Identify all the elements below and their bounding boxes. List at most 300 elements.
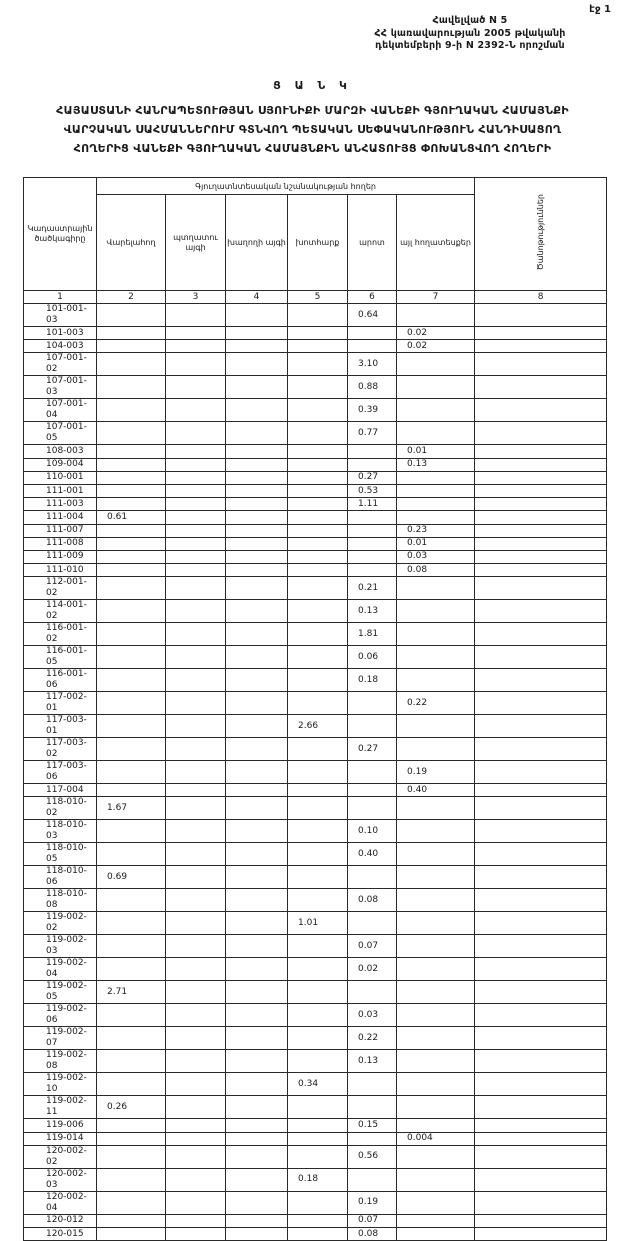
cell-code: 111-008 xyxy=(24,537,97,550)
cell-perennial xyxy=(166,600,226,623)
cell-hayfield xyxy=(288,820,348,843)
cell-other xyxy=(397,353,475,376)
cell-other xyxy=(397,422,475,445)
table-row xyxy=(24,537,607,550)
cell-hayfield xyxy=(288,577,348,600)
cell-code: 114-001-02 xyxy=(24,600,97,623)
cell-arable xyxy=(97,399,166,422)
cell-vineyard xyxy=(226,471,288,484)
cell-other xyxy=(397,1119,475,1132)
cell-note xyxy=(475,797,607,820)
cell-vineyard xyxy=(226,784,288,797)
table-row xyxy=(24,511,607,524)
cell-pasture: 0.53 xyxy=(348,484,397,497)
cell-other: 0.22 xyxy=(397,692,475,715)
cell-other xyxy=(397,1191,475,1214)
cell-hayfield: 1.01 xyxy=(288,912,348,935)
cell-pasture xyxy=(348,537,397,550)
cell-vineyard xyxy=(226,797,288,820)
cell-perennial xyxy=(166,623,226,646)
cell-vineyard xyxy=(226,1027,288,1050)
cell-vineyard xyxy=(226,738,288,761)
cell-hayfield xyxy=(288,1191,348,1214)
cell-vineyard xyxy=(226,524,288,537)
header-arable: Վարելահող xyxy=(97,195,166,291)
cell-hayfield xyxy=(288,353,348,376)
cell-other xyxy=(397,1096,475,1119)
cell-vineyard xyxy=(226,843,288,866)
cell-arable xyxy=(97,1214,166,1227)
cell-code: 118-010-06 xyxy=(24,866,97,889)
table-row xyxy=(24,564,607,577)
cell-vineyard xyxy=(226,399,288,422)
cell-pasture xyxy=(348,511,397,524)
cell-arable xyxy=(97,623,166,646)
cell-other xyxy=(397,646,475,669)
cell-perennial xyxy=(166,340,226,353)
cell-vineyard xyxy=(226,564,288,577)
cell-note xyxy=(475,537,607,550)
cell-hayfield xyxy=(288,1119,348,1132)
cell-perennial xyxy=(166,484,226,497)
cell-vineyard xyxy=(226,1119,288,1132)
cell-arable xyxy=(97,353,166,376)
cell-other: 0.23 xyxy=(397,524,475,537)
cell-arable xyxy=(97,646,166,669)
cell-vineyard xyxy=(226,646,288,669)
cell-vineyard xyxy=(226,1191,288,1214)
cell-code: 111-009 xyxy=(24,550,97,563)
table-row xyxy=(24,820,607,843)
cell-other xyxy=(397,715,475,738)
cell-vineyard xyxy=(226,935,288,958)
cell-other xyxy=(397,1004,475,1027)
cell-perennial xyxy=(166,646,226,669)
cell-vineyard xyxy=(226,353,288,376)
cell-note xyxy=(475,866,607,889)
cell-code: 119-014 xyxy=(24,1132,97,1145)
column-number: 4 xyxy=(226,291,288,304)
cell-other: 0.01 xyxy=(397,537,475,550)
cell-pasture xyxy=(348,445,397,458)
cell-arable xyxy=(97,935,166,958)
cell-perennial xyxy=(166,935,226,958)
header-other: այլ հողատեսքեր xyxy=(397,195,475,291)
cell-code: 104-003 xyxy=(24,340,97,353)
cell-vineyard xyxy=(226,692,288,715)
cell-code: 118-010-02 xyxy=(24,797,97,820)
cell-perennial xyxy=(166,820,226,843)
cell-perennial xyxy=(166,1214,226,1227)
cell-hayfield xyxy=(288,537,348,550)
column-number: 8 xyxy=(475,291,607,304)
cell-note xyxy=(475,1191,607,1214)
cell-other xyxy=(397,304,475,327)
cell-code: 119-002-04 xyxy=(24,958,97,981)
table-row xyxy=(24,550,607,563)
cell-pasture: 0.08 xyxy=(348,1228,397,1241)
cell-pasture xyxy=(348,327,397,340)
cell-note xyxy=(475,498,607,511)
cell-arable xyxy=(97,889,166,912)
cell-arable xyxy=(97,498,166,511)
cell-code: 107-001-04 xyxy=(24,399,97,422)
cell-other xyxy=(397,935,475,958)
cell-pasture: 0.13 xyxy=(348,1050,397,1073)
cell-vineyard xyxy=(226,1228,288,1241)
cell-perennial xyxy=(166,537,226,550)
cell-note xyxy=(475,1050,607,1073)
cell-note xyxy=(475,646,607,669)
cell-arable xyxy=(97,1228,166,1241)
header-group-agricultural: Գյուղատնտեսական նշանակության հողեր xyxy=(97,178,475,195)
cell-code: 117-003-06 xyxy=(24,761,97,784)
table-row xyxy=(24,1214,607,1227)
cell-hayfield: 0.34 xyxy=(288,1073,348,1096)
table-row xyxy=(24,327,607,340)
cell-other: 0.02 xyxy=(397,327,475,340)
cell-perennial xyxy=(166,564,226,577)
title-line-3: ՀՈՂԵՐԻՑ ՎԱՆԵՔԻ ԳՅՈՒՂԱԿԱՆ ՀԱՄԱՅՆՔԻՆ ԱՆՀԱՏՈՒՅՑ ՓՈԽԱՆՑՎՈՂ ՀՈՂԵՐԻ xyxy=(73,142,552,155)
cell-vineyard xyxy=(226,1214,288,1227)
cell-note xyxy=(475,471,607,484)
cell-perennial xyxy=(166,912,226,935)
cell-other xyxy=(397,376,475,399)
cell-pasture xyxy=(348,340,397,353)
cell-hayfield xyxy=(288,669,348,692)
cell-code: 111-004 xyxy=(24,511,97,524)
table-row xyxy=(24,1096,607,1119)
cell-arable xyxy=(97,600,166,623)
annex-line-government: ՀՀ կառավարության 2005 թվականի xyxy=(374,27,566,39)
cell-other xyxy=(397,600,475,623)
cell-vineyard xyxy=(226,498,288,511)
cell-hayfield xyxy=(288,564,348,577)
cell-note xyxy=(475,692,607,715)
cell-other xyxy=(397,843,475,866)
cell-perennial xyxy=(166,471,226,484)
table-row xyxy=(24,445,607,458)
cell-hayfield xyxy=(288,1228,348,1241)
cell-code: 120-002-02 xyxy=(24,1145,97,1168)
cell-perennial xyxy=(166,422,226,445)
header-note-label: Ծանոթություններ xyxy=(536,194,546,271)
cell-perennial xyxy=(166,511,226,524)
cell-arable xyxy=(97,1073,166,1096)
cell-vineyard xyxy=(226,1168,288,1191)
cell-other xyxy=(397,981,475,1004)
cell-vineyard xyxy=(226,550,288,563)
cell-perennial xyxy=(166,445,226,458)
cell-note xyxy=(475,738,607,761)
cell-arable: 0.69 xyxy=(97,866,166,889)
cell-perennial xyxy=(166,376,226,399)
cell-perennial xyxy=(166,1096,226,1119)
cell-perennial xyxy=(166,458,226,471)
cell-arable xyxy=(97,738,166,761)
cell-other xyxy=(397,484,475,497)
cell-arable xyxy=(97,820,166,843)
cell-hayfield xyxy=(288,866,348,889)
cell-other: 0.19 xyxy=(397,761,475,784)
cell-hayfield xyxy=(288,784,348,797)
column-number: 7 xyxy=(397,291,475,304)
table-row xyxy=(24,1168,607,1191)
cell-vineyard xyxy=(226,600,288,623)
cell-arable xyxy=(97,484,166,497)
document-title xyxy=(30,101,595,158)
cell-perennial xyxy=(166,304,226,327)
cell-note xyxy=(475,458,607,471)
cell-perennial xyxy=(166,958,226,981)
cell-vineyard xyxy=(226,761,288,784)
table-row xyxy=(24,843,607,866)
cell-note xyxy=(475,843,607,866)
cell-hayfield xyxy=(288,471,348,484)
cell-note xyxy=(475,445,607,458)
cell-hayfield xyxy=(288,524,348,537)
header-pasture: արոտ xyxy=(348,195,397,291)
cell-code: 107-001-03 xyxy=(24,376,97,399)
cell-pasture: 0.64 xyxy=(348,304,397,327)
cell-pasture xyxy=(348,564,397,577)
cell-pasture: 0.15 xyxy=(348,1119,397,1132)
cell-note xyxy=(475,422,607,445)
cell-arable xyxy=(97,577,166,600)
header-vineyard: խաղողի այգի xyxy=(226,195,288,291)
cell-perennial xyxy=(166,1168,226,1191)
cell-other: 0.03 xyxy=(397,550,475,563)
cell-vineyard xyxy=(226,1096,288,1119)
cell-other xyxy=(397,1168,475,1191)
cell-other: 0.40 xyxy=(397,784,475,797)
cell-vineyard xyxy=(226,1004,288,1027)
cell-note xyxy=(475,577,607,600)
cell-pasture xyxy=(348,524,397,537)
cell-pasture: 0.21 xyxy=(348,577,397,600)
cell-code: 111-001 xyxy=(24,484,97,497)
cell-hayfield xyxy=(288,692,348,715)
cell-hayfield xyxy=(288,935,348,958)
table-row xyxy=(24,340,607,353)
cell-note xyxy=(475,1132,607,1145)
cell-note xyxy=(475,600,607,623)
cell-code: 120-012 xyxy=(24,1214,97,1227)
cell-perennial xyxy=(166,1132,226,1145)
title-line-1: ՀԱՅԱՍՏԱՆԻ ՀԱՆՐԱՊԵՏՈՒԹՅԱՆ ՍՅՈՒՆԻՔԻ ՄԱՐԶԻ ՎԱՆԵՔԻ ԳՅՈՒՂԱԿԱՆ ՀԱՄԱՅՆՔԻ xyxy=(56,104,569,117)
cell-perennial xyxy=(166,1050,226,1073)
cell-code: 111-007 xyxy=(24,524,97,537)
cell-hayfield xyxy=(288,1214,348,1227)
cell-arable: 0.61 xyxy=(97,511,166,524)
cell-other xyxy=(397,498,475,511)
cell-note xyxy=(475,1119,607,1132)
cell-vineyard xyxy=(226,327,288,340)
cell-hayfield xyxy=(288,484,348,497)
page-number: էջ 1 xyxy=(589,4,611,15)
cell-code: 117-003-02 xyxy=(24,738,97,761)
cell-pasture: 0.19 xyxy=(348,1191,397,1214)
cell-vineyard xyxy=(226,889,288,912)
cell-note xyxy=(475,1168,607,1191)
table-row xyxy=(24,524,607,537)
cell-perennial xyxy=(166,1145,226,1168)
cell-hayfield xyxy=(288,761,348,784)
cell-hayfield xyxy=(288,1096,348,1119)
cell-pasture: 0.18 xyxy=(348,669,397,692)
cell-vineyard xyxy=(226,484,288,497)
cell-hayfield xyxy=(288,1027,348,1050)
cell-note xyxy=(475,399,607,422)
column-number: 5 xyxy=(288,291,348,304)
cell-code: 109-004 xyxy=(24,458,97,471)
cell-code: 112-001-02 xyxy=(24,577,97,600)
cell-hayfield xyxy=(288,550,348,563)
cell-perennial xyxy=(166,692,226,715)
cell-note xyxy=(475,524,607,537)
cell-note xyxy=(475,304,607,327)
cell-note xyxy=(475,340,607,353)
table-row xyxy=(24,761,607,784)
cell-code: 111-010 xyxy=(24,564,97,577)
cell-hayfield xyxy=(288,458,348,471)
cell-arable xyxy=(97,327,166,340)
table-row xyxy=(24,353,607,376)
cell-note xyxy=(475,912,607,935)
cell-pasture: 0.07 xyxy=(348,1214,397,1227)
cell-perennial xyxy=(166,1073,226,1096)
table-row xyxy=(24,1191,607,1214)
cell-pasture: 1.81 xyxy=(348,623,397,646)
cell-arable xyxy=(97,692,166,715)
cell-note xyxy=(475,1145,607,1168)
cell-pasture: 0.27 xyxy=(348,738,397,761)
cell-note xyxy=(475,889,607,912)
table-body xyxy=(24,304,607,1241)
column-number: 2 xyxy=(97,291,166,304)
cell-other xyxy=(397,1228,475,1241)
table-row xyxy=(24,623,607,646)
cell-arable xyxy=(97,912,166,935)
cell-other: 0.004 xyxy=(397,1132,475,1145)
cell-pasture xyxy=(348,1096,397,1119)
cell-arable xyxy=(97,958,166,981)
cell-code: 119-006 xyxy=(24,1119,97,1132)
cell-note xyxy=(475,511,607,524)
cell-code: 116-001-02 xyxy=(24,623,97,646)
cell-vineyard xyxy=(226,1073,288,1096)
table-row xyxy=(24,738,607,761)
table-row xyxy=(24,600,607,623)
cell-vineyard xyxy=(226,511,288,524)
cell-note xyxy=(475,564,607,577)
cell-note xyxy=(475,935,607,958)
header-code: Կադաստրային ծածկագիրը xyxy=(24,178,97,291)
cell-hayfield xyxy=(288,376,348,399)
cell-arable xyxy=(97,715,166,738)
cell-perennial xyxy=(166,866,226,889)
cell-note xyxy=(475,761,607,784)
cell-arable xyxy=(97,1004,166,1027)
cell-vineyard xyxy=(226,304,288,327)
cell-note xyxy=(475,1004,607,1027)
cell-perennial xyxy=(166,1119,226,1132)
cell-hayfield xyxy=(288,327,348,340)
table-row xyxy=(24,935,607,958)
cell-code: 110-001 xyxy=(24,471,97,484)
cell-pasture: 0.39 xyxy=(348,399,397,422)
cell-note xyxy=(475,1228,607,1241)
cell-note xyxy=(475,981,607,1004)
cell-other xyxy=(397,1027,475,1050)
cell-perennial xyxy=(166,1027,226,1050)
cell-code: 120-002-03 xyxy=(24,1168,97,1191)
cell-other: 0.01 xyxy=(397,445,475,458)
cell-hayfield xyxy=(288,422,348,445)
table-row xyxy=(24,889,607,912)
cell-code: 119-002-07 xyxy=(24,1027,97,1050)
cell-code: 116-001-06 xyxy=(24,669,97,692)
table-row xyxy=(24,1073,607,1096)
cell-arable xyxy=(97,422,166,445)
cell-code: 117-004 xyxy=(24,784,97,797)
cell-hayfield xyxy=(288,600,348,623)
document-type: Ց Ա Ն Կ xyxy=(273,79,352,92)
cell-hayfield xyxy=(288,797,348,820)
cell-perennial xyxy=(166,761,226,784)
table-row xyxy=(24,577,607,600)
cell-vineyard xyxy=(226,1132,288,1145)
cell-note xyxy=(475,669,607,692)
cell-arable xyxy=(97,1168,166,1191)
column-number-row xyxy=(24,291,607,304)
cell-pasture xyxy=(348,1132,397,1145)
cell-pasture xyxy=(348,715,397,738)
cell-arable: 2.71 xyxy=(97,981,166,1004)
annex-header xyxy=(355,15,585,53)
cell-note xyxy=(475,958,607,981)
cell-note xyxy=(475,1073,607,1096)
table-row xyxy=(24,1145,607,1168)
title-line-2: ՎԱՐՉԱԿԱՆ ՍԱՀՄԱՆՆԵՐՈՒՄ ԳՏՆՎՈՂ ՊԵՏԱԿԱՆ ՍԵՓԱԿԱՆՈՒԹՅՈՒՆ ՀԱՆԴԻՍԱՑՈՂ xyxy=(63,123,562,136)
cell-perennial xyxy=(166,1228,226,1241)
cell-pasture xyxy=(348,761,397,784)
cell-code: 108-003 xyxy=(24,445,97,458)
cell-pasture xyxy=(348,1073,397,1096)
table-row xyxy=(24,958,607,981)
cell-other xyxy=(397,1145,475,1168)
table-row xyxy=(24,399,607,422)
cell-code: 107-001-05 xyxy=(24,422,97,445)
cell-other xyxy=(397,866,475,889)
table-row xyxy=(24,458,607,471)
cell-other xyxy=(397,958,475,981)
table-row xyxy=(24,715,607,738)
table-row xyxy=(24,912,607,935)
cell-pasture: 0.22 xyxy=(348,1027,397,1050)
cell-code: 119-002-06 xyxy=(24,1004,97,1027)
cell-code: 101-003 xyxy=(24,327,97,340)
cell-hayfield xyxy=(288,738,348,761)
cell-perennial xyxy=(166,399,226,422)
cell-arable xyxy=(97,1191,166,1214)
cell-perennial xyxy=(166,843,226,866)
cell-arable xyxy=(97,564,166,577)
cell-code: 119-002-11 xyxy=(24,1096,97,1119)
cell-perennial xyxy=(166,738,226,761)
cell-arable xyxy=(97,761,166,784)
cell-other xyxy=(397,623,475,646)
